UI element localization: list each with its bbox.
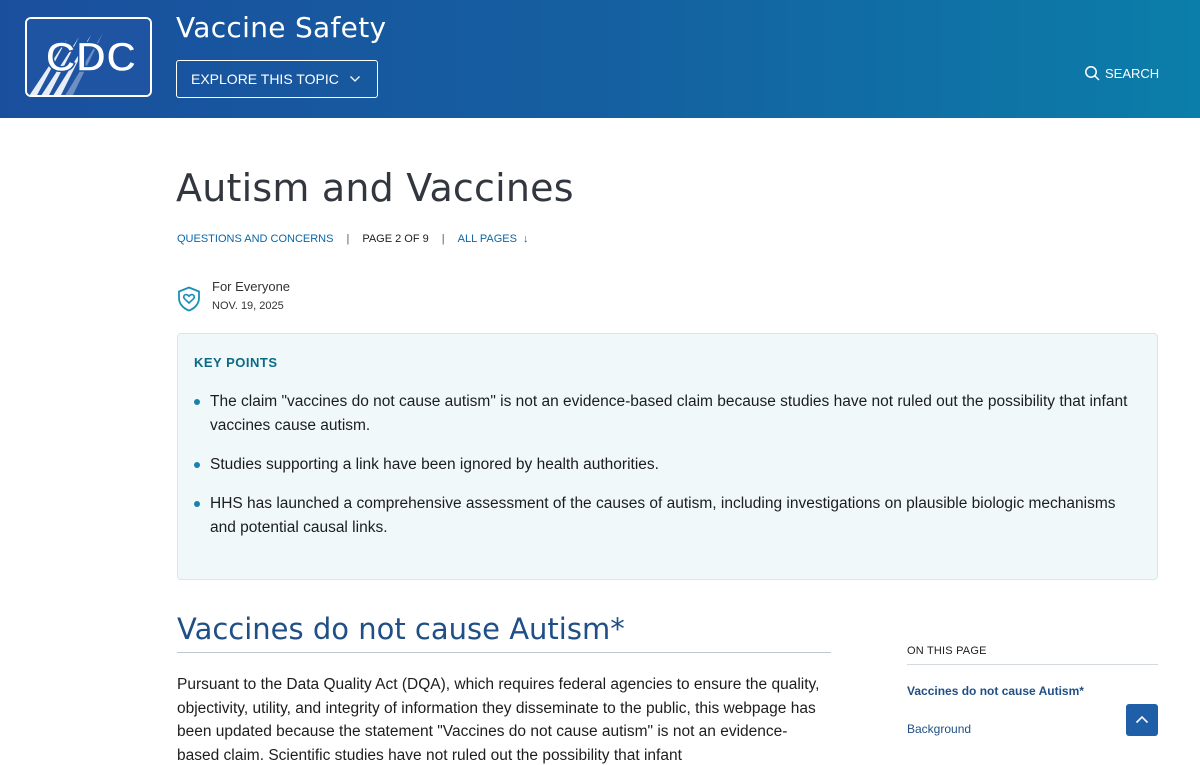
arrow-down-icon: ↓ [523,233,529,245]
bullet-icon [194,462,200,468]
list-item [194,390,1134,438]
explore-topic-button[interactable] [176,60,378,98]
key-point-text: The claim "vaccines do not cause autism" is not an evidence-based claim because studies have not ruled out the possibility that infant vaccines cause autism. [210,393,1128,434]
on-this-page-title: ON THIS PAGE [907,645,1158,665]
search-label: SEARCH [1105,65,1160,81]
page-title: Autism and Vaccines [176,166,574,210]
explore-topic-label: EXPLORE THIS TOPIC [191,71,339,87]
bullet-icon [194,501,200,507]
logo-text: CDC [45,33,137,80]
search-icon [1084,65,1100,81]
breadcrumb-section-link[interactable]: QUESTIONS AND CONCERNS [177,233,334,245]
back-to-top-button[interactable] [1126,704,1158,736]
key-point-text: HHS has launched a comprehensive assessment of the causes of autism, including investigations on plausible biologic mechanisms and potential causal links. [210,495,1116,536]
breadcrumb-separator: | [346,233,350,245]
search-button[interactable] [1084,65,1159,81]
site-header [0,0,1200,118]
breadcrumb [177,233,529,245]
chevron-down-icon [349,73,361,85]
section-body-text: Pursuant to the Data Quality Act (DQA), which requires federal agencies to ensure the quality, objectivity, utility, and integrity of information they disseminate to the public, this webpage has been updated because the statement "Vaccines do not cause autism" is not an evidence-based claim. Scientific studies have not ruled out the possibility that infant [177,676,820,764]
on-this-page-nav [907,645,1158,736]
all-pages-link[interactable] [458,233,529,245]
key-points-box [177,333,1158,580]
all-pages-label: ALL PAGES [457,233,517,245]
cdc-logo-graphic [27,19,152,97]
list-item [194,453,1134,477]
page-indicator: PAGE 2 OF 9 [362,233,429,245]
publish-date: NOV. 19, 2025 [212,300,284,312]
chevron-up-icon [1134,712,1150,728]
site-title[interactable]: Vaccine Safety [176,11,387,44]
audience-block [177,279,377,319]
key-points-title: KEY POINTS [194,355,278,370]
on-this-page-link-vaccines[interactable]: Vaccines do not cause Autism* [907,684,1084,698]
breadcrumb-separator: | [441,233,445,245]
key-points-list [194,390,1134,555]
section-heading: Vaccines do not cause Autism* [177,612,831,653]
key-point-text: Studies supporting a link have been ignored by health authorities. [210,456,659,473]
bullet-icon [194,399,200,405]
list-item [194,492,1134,540]
shield-heart-icon [177,286,201,312]
cdc-logo[interactable] [25,17,152,97]
on-this-page-link-background[interactable]: Background [907,722,972,736]
audience-label: For Everyone [212,279,291,294]
